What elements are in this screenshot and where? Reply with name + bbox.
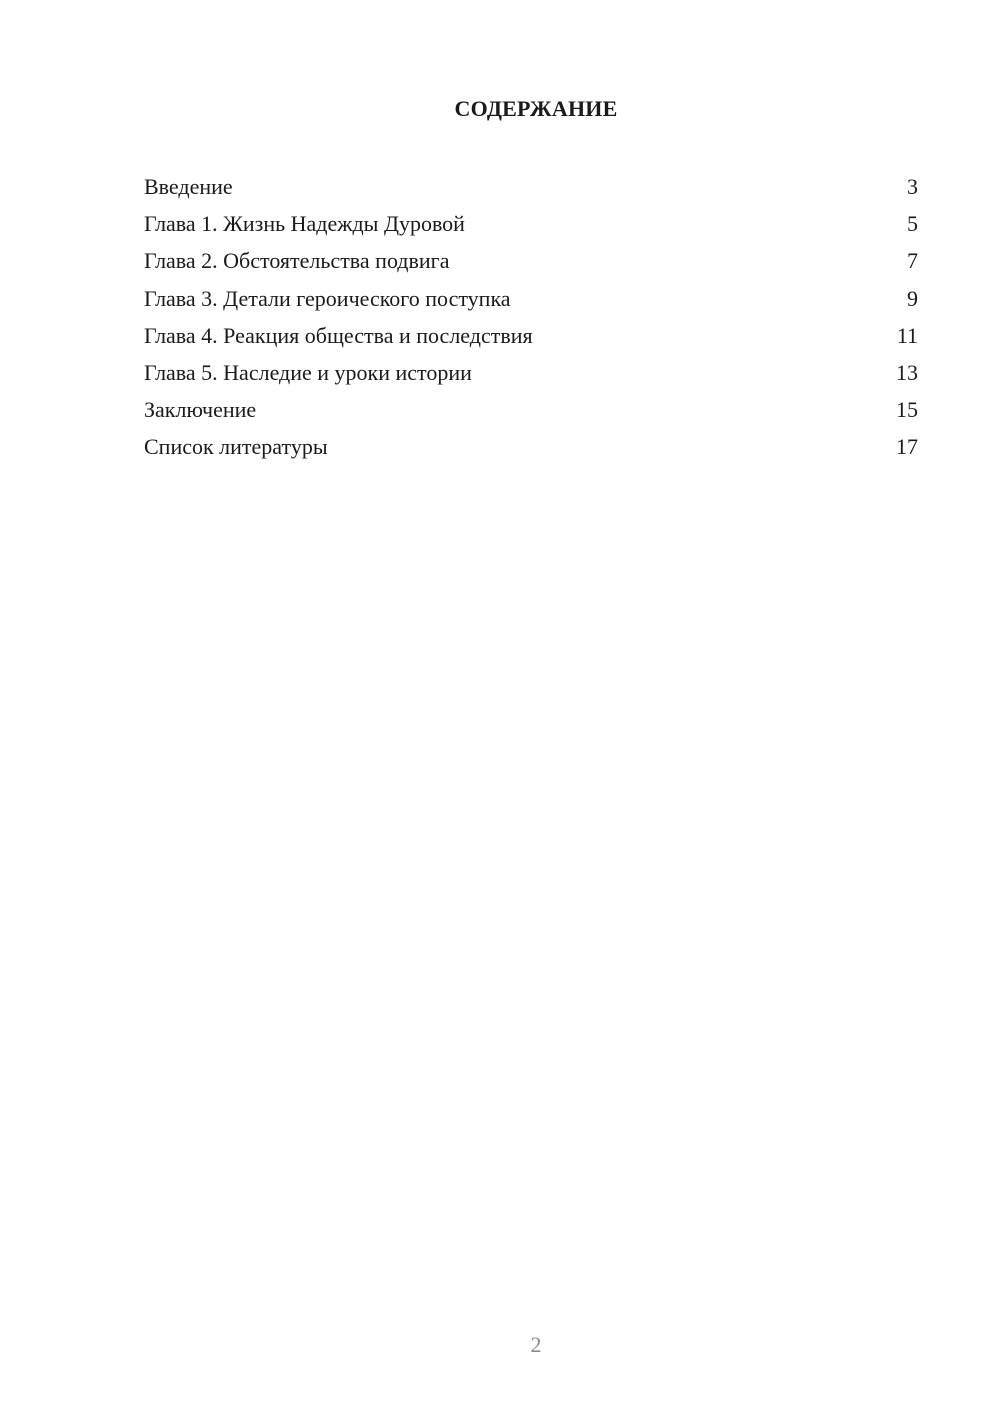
toc-entry-chapter-1[interactable]	[144, 205, 918, 242]
toc-entry-page: 11	[896, 322, 918, 348]
toc-entry-label: Глава 4. Реакция общества и последствия	[144, 322, 533, 348]
table-of-contents	[144, 168, 918, 466]
toc-entry-page: 9	[907, 285, 918, 311]
toc-entry-bibliography[interactable]	[144, 428, 918, 465]
toc-entry-label: Глава 5. Наследие и уроки истории	[144, 359, 472, 385]
toc-entry-page: 15	[896, 397, 918, 423]
page-number: 2	[530, 1332, 542, 1357]
toc-entry-label: Список литературы	[144, 434, 328, 460]
toc-entry-page: 3	[907, 174, 918, 199]
toc-entry-page: 5	[907, 211, 918, 237]
toc-entry-introduction[interactable]	[144, 168, 918, 205]
toc-entry-page: 13	[896, 359, 918, 385]
toc-entry-label: Глава 2. Обстоятельства подвига	[144, 248, 450, 274]
toc-title: СОДЕРЖАНИЕ	[454, 96, 618, 121]
toc-entry-label: Глава 1. Жизнь Надежды Дуровой	[144, 211, 465, 237]
toc-entry-label: Глава 3. Детали героического поступка	[144, 285, 511, 311]
toc-entry-conclusion[interactable]	[144, 391, 918, 428]
toc-entry-label: Введение	[144, 174, 233, 199]
toc-entry-chapter-5[interactable]	[144, 354, 918, 391]
toc-entry-page: 17	[896, 434, 918, 460]
toc-entry-chapter-4[interactable]	[144, 317, 918, 354]
toc-entry-chapter-2[interactable]	[144, 242, 918, 279]
toc-entry-page: 7	[907, 248, 918, 274]
toc-entry-chapter-3[interactable]	[144, 280, 918, 317]
toc-entry-label: Заключение	[144, 397, 257, 423]
